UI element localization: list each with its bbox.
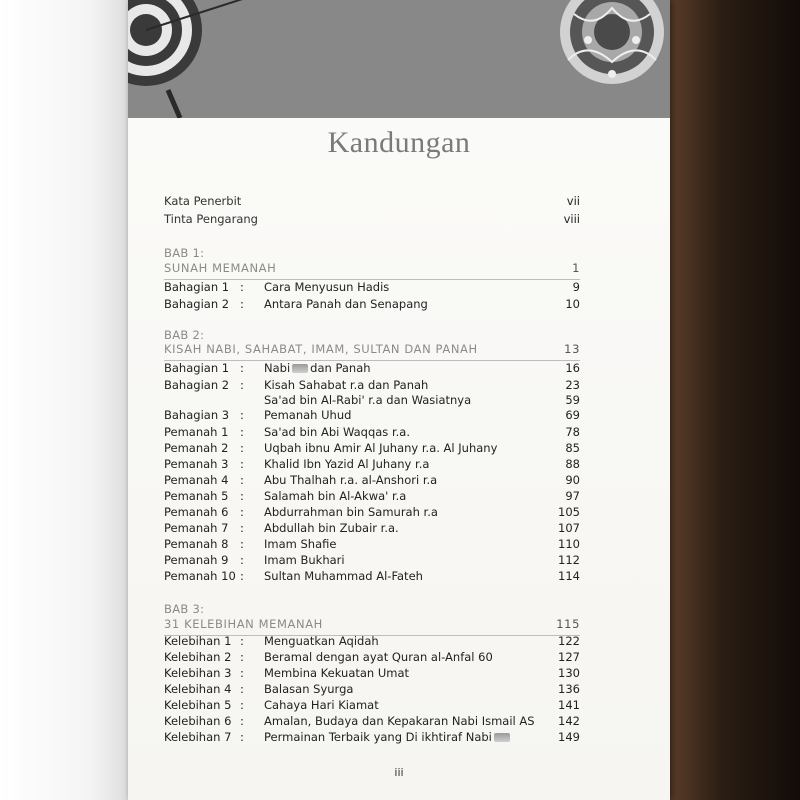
toc-entry-page: 107 xyxy=(558,521,580,535)
page-title: Kandungan xyxy=(327,126,471,159)
toc-entry-title: Imam Bukhari xyxy=(264,553,345,567)
toc-entry-page: 88 xyxy=(565,457,580,471)
toc-entry-label: Kelebihan 4 xyxy=(164,682,232,696)
toc-entry-page: 114 xyxy=(558,569,580,583)
toc-row-front-2 xyxy=(164,212,580,230)
toc-entry-title: Amalan, Budaya dan Kepakaran Nabi Ismail AS xyxy=(264,714,535,728)
toc-entry-label: Kelebihan 3 xyxy=(164,666,232,680)
toc-entry-sep: : xyxy=(240,489,244,503)
toc-entry-label: Bahagian 3 xyxy=(164,408,230,422)
toc-entry-title: Khalid Ibn Yazid Al Juhany r.a xyxy=(264,457,430,471)
toc-entry-label: Pemanah 9 xyxy=(164,553,229,567)
toc-entry-page: 130 xyxy=(558,666,580,680)
bab-title-page: 1 xyxy=(572,261,580,275)
toc-entry-page: 69 xyxy=(565,408,580,422)
toc-entry-title xyxy=(264,730,512,744)
toc-entry-page: 112 xyxy=(558,553,580,567)
toc-row xyxy=(164,730,580,748)
toc-entry-sep: : xyxy=(240,473,244,487)
toc-entry-label: Pemanah 8 xyxy=(164,537,229,551)
toc-row-front-1 xyxy=(164,194,580,212)
toc-entry-title: Tinta Pengarang xyxy=(164,212,258,226)
bab-title-text: 31 KELEBIHAN MEMANAH xyxy=(164,617,323,631)
toc-entry-label: Pemanah 5 xyxy=(164,489,229,503)
toc-entry-label: Bahagian 1 xyxy=(164,361,230,375)
toc-row xyxy=(164,280,580,298)
toc-entry-page: 97 xyxy=(565,489,580,503)
toc-entry-sep: : xyxy=(240,650,244,664)
toc-entry-sep: : xyxy=(240,408,244,422)
bab-1-title xyxy=(164,261,580,280)
toc-entry-page: 10 xyxy=(565,297,580,311)
toc-entry-title: Kisah Sahabat r.a dan Panah xyxy=(264,378,429,392)
toc-entry-label: Kelebihan 6 xyxy=(164,714,232,728)
toc-row xyxy=(164,361,580,379)
toc-entry-sep: : xyxy=(240,730,244,744)
toc-entry-title: Antara Panah dan Senapang xyxy=(264,297,428,311)
toc-entry-title: Membina Kekuatan Umat xyxy=(264,666,410,680)
toc-entry-label: Bahagian 2 xyxy=(164,378,230,392)
toc-entry-sep: : xyxy=(240,505,244,519)
toc-entry-label: Kelebihan 7 xyxy=(164,730,232,744)
toc-entry-title: Menguatkan Aqidah xyxy=(264,634,379,648)
toc-entry-page: vii xyxy=(566,194,580,208)
bab-1-label: BAB 1: xyxy=(164,246,205,260)
toc-entry-label: Pemanah 10 xyxy=(164,569,236,583)
toc-entry-title: Sa'ad bin Al-Rabi' r.a dan Wasiatnya xyxy=(264,393,472,407)
toc-entry-sep: : xyxy=(240,714,244,728)
toc-entry-label: Pemanah 7 xyxy=(164,521,229,535)
toc-entry-sep: : xyxy=(240,537,244,551)
toc-entry-title: Abdurrahman bin Samurah r.a xyxy=(264,505,438,519)
saw-calligraphy-icon xyxy=(494,733,510,742)
toc-entry-title: Pemanah Uhud xyxy=(264,408,352,422)
toc-entry-title: Imam Shafie xyxy=(264,537,337,551)
toc-row xyxy=(164,408,580,426)
bab-title-page: 115 xyxy=(556,617,580,631)
toc-entry-page: 9 xyxy=(572,280,580,294)
toc-entry-title: Cahaya Hari Kiamat xyxy=(264,698,379,712)
toc-entry-title xyxy=(264,361,371,375)
toc-entry-page: 16 xyxy=(565,361,580,375)
toc-entry-page: 142 xyxy=(558,714,580,728)
header-band xyxy=(128,0,670,118)
bab-2-label: BAB 2: xyxy=(164,328,205,342)
toc-entry-title-part: Permainan Terbaik yang Di ikhtiraf Nabi xyxy=(264,730,492,744)
toc-entry-label: Pemanah 6 xyxy=(164,505,229,519)
toc-entry-page: 85 xyxy=(565,441,580,455)
book-page xyxy=(128,0,670,800)
toc-row xyxy=(164,569,580,587)
toc-entry-title: Kata Penerbit xyxy=(164,194,242,208)
toc-entry-sep: : xyxy=(240,280,244,294)
toc-entry-label: Kelebihan 2 xyxy=(164,650,232,664)
toc-entry-page: 149 xyxy=(558,730,580,744)
toc-entry-title: Sultan Muhammad Al-Fateh xyxy=(264,569,423,583)
toc-entry-sep: : xyxy=(240,634,244,648)
toc-entry-sep: : xyxy=(240,569,244,583)
toc-entry-title: Cara Menyusun Hadis xyxy=(264,280,390,294)
toc-entry-sep: : xyxy=(240,297,244,311)
toc-entry-page: viii xyxy=(563,212,580,226)
toc-entry-sep: : xyxy=(240,378,244,392)
toc-entry-sep: : xyxy=(240,521,244,535)
toc-entry-title: Balasan Syurga xyxy=(264,682,354,696)
toc-entry-sep: : xyxy=(240,698,244,712)
bab-title-text: SUNAH MEMANAH xyxy=(164,261,277,275)
toc-entry-page: 127 xyxy=(558,650,580,664)
toc-entry-label: Pemanah 3 xyxy=(164,457,229,471)
toc-entry-page: 110 xyxy=(558,537,580,551)
bab-title-page: 13 xyxy=(564,342,580,356)
toc-entry-label: Pemanah 4 xyxy=(164,473,229,487)
toc-entry-label: Bahagian 1 xyxy=(164,280,230,294)
bab-title-text: KISAH NABI, SAHABAT, IMAM, SULTAN DAN PANAH xyxy=(164,342,478,356)
page-number: iii xyxy=(394,766,404,779)
toc-entry-page: 78 xyxy=(565,425,580,439)
toc-entry-label: Pemanah 1 xyxy=(164,425,229,439)
bab-3-label: BAB 3: xyxy=(164,602,205,616)
toc-entry-page: 23 xyxy=(565,378,580,392)
background-left xyxy=(0,0,130,800)
toc-entry-label: Kelebihan 5 xyxy=(164,698,232,712)
toc-entry-sep: : xyxy=(240,441,244,455)
toc-entry-page: 105 xyxy=(558,505,580,519)
toc-entry-page: 122 xyxy=(558,634,580,648)
toc-entry-sep: : xyxy=(240,682,244,696)
toc-entry-title: Abu Thalhah r.a. al-Anshori r.a xyxy=(264,473,438,487)
toc-entry-label: Pemanah 2 xyxy=(164,441,229,455)
toc-entry-title: Beramal dengan ayat Quran al-Anfal 60 xyxy=(264,650,493,664)
toc-entry-page: 141 xyxy=(558,698,580,712)
background-right xyxy=(670,0,800,800)
toc-entry-title: Uqbah ibnu Amir Al Juhany r.a. Al Juhany xyxy=(264,441,498,455)
toc-entry-title: Sa'ad bin Abi Waqqas r.a. xyxy=(264,425,410,439)
toc-entry-page: 90 xyxy=(565,473,580,487)
toc-row xyxy=(164,297,580,315)
toc-entry-sep: : xyxy=(240,553,244,567)
toc-entry-title-part: dan Panah xyxy=(310,361,371,375)
toc-entry-label: Bahagian 2 xyxy=(164,297,230,311)
toc-entry-page: 136 xyxy=(558,682,580,696)
saw-calligraphy-icon xyxy=(292,364,308,373)
toc-entry-sep: : xyxy=(240,666,244,680)
toc-entry-label: Kelebihan 1 xyxy=(164,634,232,648)
toc-entry-sep: : xyxy=(240,425,244,439)
toc-entry-page: 59 xyxy=(565,393,580,407)
toc-entry-title-part: Nabi xyxy=(264,361,291,375)
bab-2-title xyxy=(164,342,580,361)
toc-entry-sep: : xyxy=(240,457,244,471)
toc-entry-sep: : xyxy=(240,361,244,375)
toc-entry-title: Salamah bin Al-Akwa' r.a xyxy=(264,489,407,503)
toc-entry-title: Abdullah bin Zubair r.a. xyxy=(264,521,399,535)
